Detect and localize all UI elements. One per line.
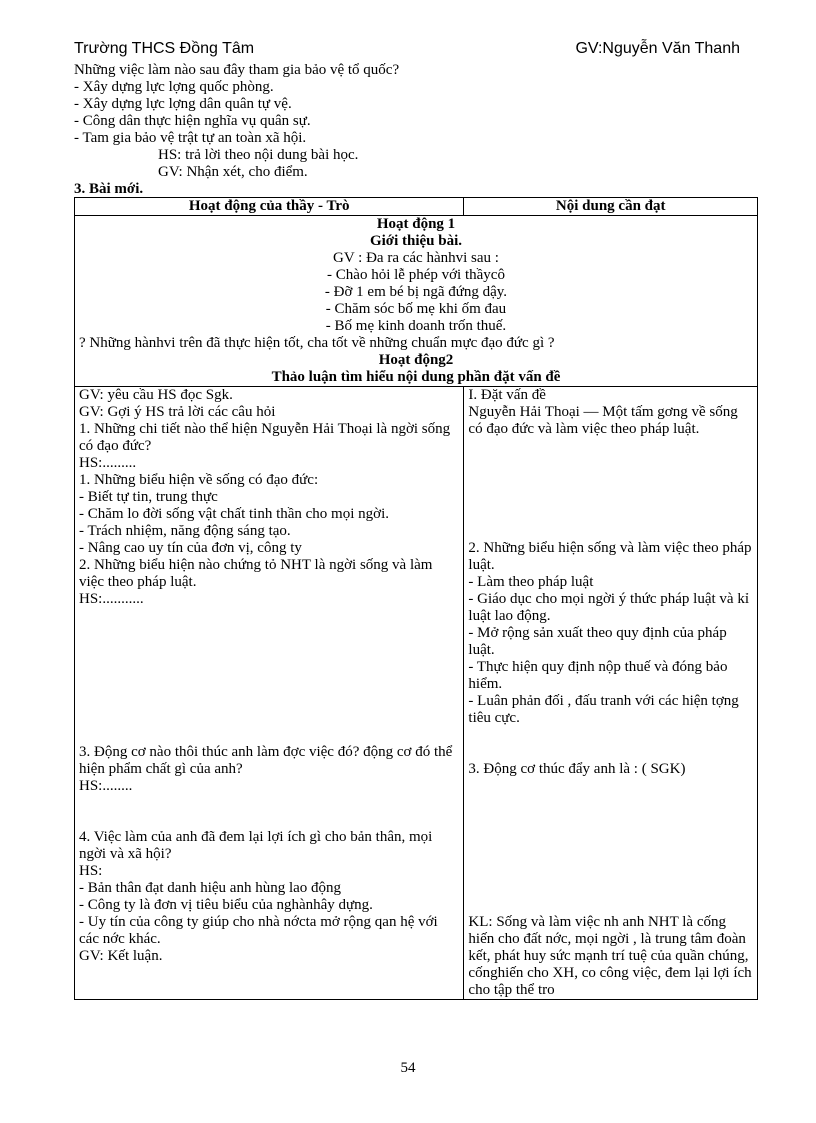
text-line: - Nâng cao uy tín của đơn vị, công ty <box>79 540 302 556</box>
spacer <box>468 727 753 761</box>
text-line: 3. Động cơ nào thôi thúc anh làm đợc việc đó? động cơ đó thể hiện phẩm chất gì của anh? <box>79 744 453 777</box>
text-line: GV: yêu cầu HS đọc Sgk. <box>79 387 233 403</box>
activity-line: - Bố mẹ kinh doanh trốn thuế. <box>325 318 507 334</box>
text-line: - Trách nhiệm, năng động sáng tạo. <box>79 523 291 539</box>
text-line: - Luân phản đối , đấu tranh với các hiện tợng tiêu cực. <box>468 693 739 726</box>
text-line: 3. Động cơ thúc đẩy anh là : ( SGK) <box>468 761 686 777</box>
teacher-comment: GV: Nhận xét, cho điểm. <box>158 164 308 180</box>
spacer <box>468 778 753 914</box>
page-number: 54 <box>400 1060 416 1076</box>
text-line: 2. Những biểu hiện sống và làm việc theo pháp luật. <box>468 540 752 573</box>
review-question: Những việc làm nào sau đây tham gia bảo vệ tổ quốc? <box>74 62 400 78</box>
activity-1-title: Hoạt động 1 <box>376 216 456 232</box>
text-line: 4. Việc làm của anh đã đem lại lợi ích gì cho bản thân, mọi ngời và xã hội? <box>79 829 433 862</box>
option-item: - Tam gia bảo vệ trật tự an toàn xã hội. <box>74 130 307 146</box>
text-line: HS: <box>79 863 103 879</box>
activity-1-question: ? Những hànhvi trên đã thực hiện tốt, cha tốt về những chuẩn mực đạo đức gì ? <box>79 335 555 351</box>
spacer <box>79 795 459 829</box>
table-header-row <box>75 198 758 216</box>
text-line: GV: Gợi ý HS trả lời các câu hỏi <box>79 404 276 420</box>
teacher-student-column <box>75 387 464 1000</box>
text-line: - Mở rộng sản xuất theo quy định của pháp luật. <box>468 625 727 658</box>
col-teacher-student-header: Hoạt động của thầy - Trò <box>75 198 464 216</box>
text-line: - Chăm lo đời sống vật chất tinh thần cho mọi ngời. <box>79 506 389 522</box>
text-line: HS:........... <box>79 591 144 607</box>
content-column <box>464 387 758 1000</box>
activity-line: GV : Đa ra các hànhvi sau : <box>333 250 499 266</box>
text-line: - Làm theo pháp luật <box>468 574 594 590</box>
activity-line: - Chào hỏi lễ phép với thầycô <box>327 267 505 283</box>
text-line: 1. Những chi tiết nào thể hiện Nguyễn Hải Thoại là ngời sống có đạo đức? <box>79 421 451 454</box>
text-line: - Giáo dục cho mọi ngời ý thức pháp luật và kỉ luật lao động. <box>468 591 749 624</box>
spacer <box>468 438 753 540</box>
page-header <box>74 40 740 60</box>
activity-line: - Đỡ 1 em bé bị ngã đứng dậy. <box>324 284 508 300</box>
text-line: GV: Kết luận. <box>79 948 163 964</box>
activity-1-row <box>75 216 758 387</box>
activity-line: - Chăm sóc bố mẹ khi ốm đau <box>325 301 507 317</box>
col-content-header: Nội dung cần đạt <box>464 198 758 216</box>
option-item: - Công dân thực hiện nghĩa vụ quân sự. <box>74 113 311 129</box>
spacer <box>79 608 459 744</box>
option-item: - Xây dựng lực lợng quốc phòng. <box>74 79 274 95</box>
text-line: HS:......... <box>79 455 137 471</box>
text-line: 2. Những biểu hiện nào chứng tỏ NHT là ngời sống và làm việc theo pháp luật. <box>79 557 433 590</box>
text-line: Nguyễn Hải Thoại — Một tấm gơng về sống có đạo đức và làm việc theo pháp luật. <box>468 404 738 437</box>
lesson-table <box>74 197 758 1000</box>
section-title: 3. Bài mới. <box>74 181 144 197</box>
text-line: I. Đặt vấn đề <box>468 387 546 403</box>
school-name: Trường THCS Đồng Tâm <box>74 40 255 57</box>
text-line: HS:........ <box>79 778 133 794</box>
text-line: - Biết tự tin, trung thực <box>79 489 218 505</box>
review-questions <box>74 62 754 198</box>
text-line: 1. Những biểu hiện về sống có đạo đức: <box>79 472 319 488</box>
text-line: - Bản thân đạt danh hiệu anh hùng lao động <box>79 880 342 896</box>
activity-1-cell <box>75 216 758 387</box>
student-answer: HS: trả lời theo nội dung bài học. <box>158 147 359 163</box>
text-line: - Thực hiện quy định nộp thuế và đóng bảo hiểm. <box>468 659 728 692</box>
teacher-name: GV:Nguyễn Văn Thanh <box>575 40 740 57</box>
text-line: - Uy tín của công ty giúp cho nhà nớcta mở rộng qan hệ với các nớc khác. <box>79 914 438 947</box>
content-row <box>75 387 758 1000</box>
text-line: - Công ty là đơn vị tiêu biểu của nghànhây dựng. <box>79 897 373 913</box>
text-line: KL: Sống và làm việc nh anh NHT là cống hiến cho đất nớc, mọi ngời , là trung tâm đoàn kết, phát huy sức mạnh trí tuệ của quần chúng, cốnghiến cho XH, co công việc, đem lại lợi ích cho tập thể tro <box>468 914 752 998</box>
option-item: - Xây dựng lực lợng dân quân tự vệ. <box>74 96 292 112</box>
activity-2-subtitle: Thảo luận tìm hiểu nội dung phần đặt vấn đề <box>271 369 561 385</box>
activity-1-subtitle: Giới thiệu bài. <box>369 233 463 249</box>
activity-2-title: Hoạt động2 <box>378 352 454 368</box>
